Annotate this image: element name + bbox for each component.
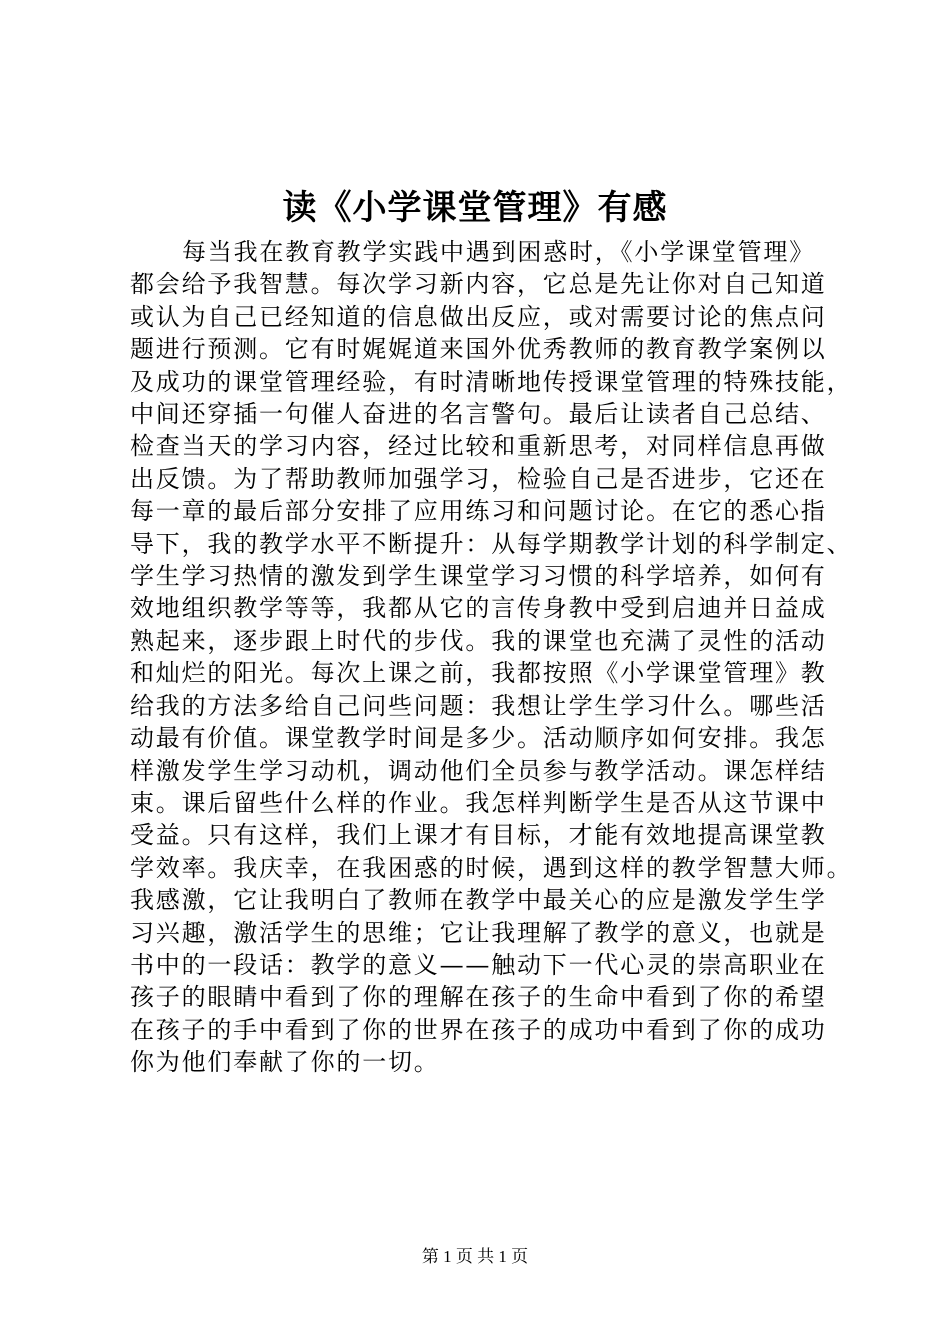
body-line: 出反馈。为了帮助教师加强学习，检验自己是否进步，它还在 [130, 464, 827, 493]
body-line: 每当我在教育教学实践中遇到困惑时，《小学课堂管理》 [182, 238, 815, 266]
body-line: 书中的一段话：教学的意义——触动下一代心灵的崇高职业在 [130, 950, 827, 979]
body-line: 你为他们奉献了你的一切。 [130, 1048, 440, 1077]
page-number-footer: 第 1 页 共 1 页 [421, 1247, 529, 1266]
document-body [130, 236, 853, 1079]
body-line: 及成功的课堂管理经验，有时清晰地传授课堂管理的特殊技能， [130, 367, 853, 396]
body-line: 检查当天的学习内容，经过比较和重新思考，对同样信息再做 [130, 432, 827, 461]
body-line: 学生学习热情的激发到学生课堂学习习惯的科学培养，如何有 [130, 562, 827, 591]
body-line: 受益。只有这样，我们上课才有目标，才能有效地提高课堂教 [130, 821, 827, 850]
body-line: 给我的方法多给自己问些问题：我想让学生学习什么。哪些活 [130, 691, 827, 720]
body-line: 样激发学生学习动机，调动他们全员参与教学活动。课怎样结 [130, 756, 827, 785]
body-line: 我感激，它让我明白了教师在教学中最关心的应是激发学生学 [130, 886, 827, 915]
body-line: 题进行预测。它有时娓娓道来国外优秀教师的教育教学案例以 [130, 335, 827, 364]
body-line: 导下，我的教学水平不断提升：从每学期教学计划的科学制定、 [130, 529, 853, 558]
body-line: 习兴趣，激活学生的思维；它让我理解了教学的意义，也就是 [130, 918, 827, 947]
body-line: 束。课后留些什么样的作业。我怎样判断学生是否从这节课中 [130, 788, 827, 817]
body-line: 动最有价值。课堂教学时间是多少。活动顺序如何安排。我怎 [130, 724, 827, 753]
body-line: 学效率。我庆幸，在我困惑的时候，遇到这样的教学智慧大师。 [130, 853, 853, 882]
body-line: 和灿烂的阳光。每次上课之前，我都按照《小学课堂管理》教 [130, 659, 827, 688]
body-line: 每一章的最后部分安排了应用练习和问题讨论。在它的悉心指 [130, 497, 827, 526]
body-line: 在孩子的手中看到了你的世界在孩子的成功中看到了你的成功 [130, 1015, 827, 1044]
body-line: 中间还穿插一句催人奋进的名言警句。最后让读者自己总结、 [130, 400, 827, 429]
body-line: 孩子的眼睛中看到了你的理解在孩子的生命中看到了你的希望 [130, 983, 827, 1012]
document-title: 读《小学课堂管理》有感 [282, 188, 668, 228]
body-line: 效地组织教学等等，我都从它的言传身教中受到启迪并日益成 [130, 594, 827, 623]
body-line: 都会给予我智慧。每次学习新内容，它总是先让你对自己知道 [130, 270, 827, 299]
body-line: 熟起来，逐步跟上时代的步伐。我的课堂也充满了灵性的活动 [130, 626, 827, 655]
body-line: 或认为自己已经知道的信息做出反应，或对需要讨论的焦点问 [130, 302, 827, 331]
